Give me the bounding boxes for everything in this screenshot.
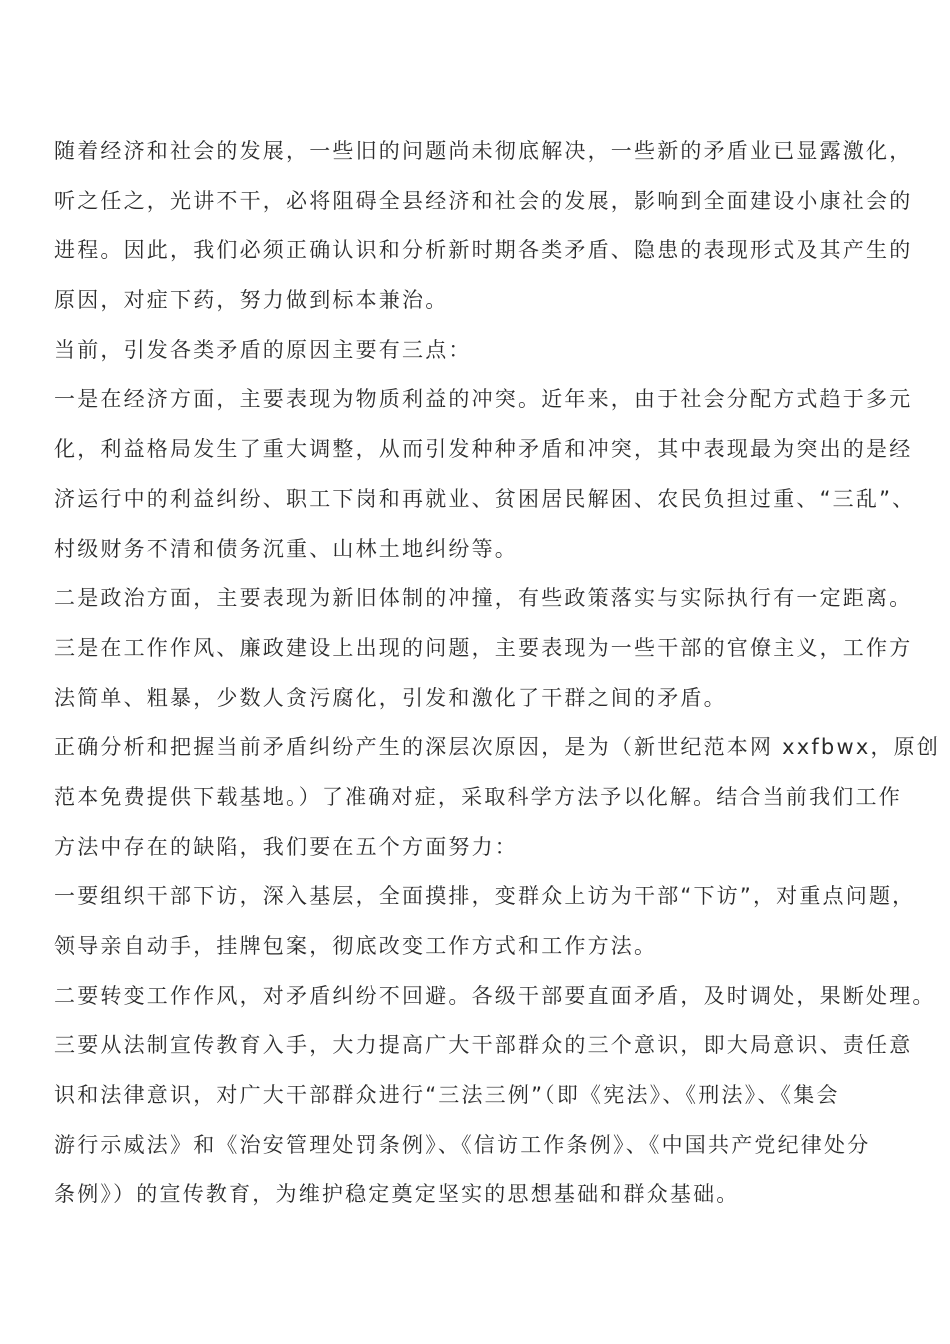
text-line: 法简单、粗暴，少数人贪污腐化，引发和激化了干群之间的矛盾。 (54, 685, 727, 710)
text-line: 条例》）的宣传教育，为维护稳定奠定坚实的思想基础和群众基础。 (54, 1182, 740, 1207)
text-line: 三要从法制宣传教育入手，大力提高广大干部群众的三个意识，即大局意识、责任意 (54, 1033, 913, 1058)
text-line: 领导亲自动手，挂牌包案，彻底改变工作方式和工作方法。 (54, 934, 658, 958)
text-line: 听之任之，光讲不干，必将阻碍全县经济和社会的发展，影响到全面建设小康社会的 (54, 188, 913, 213)
text-line: 一是在经济方面，主要表现为物质利益的冲突。近年来，由于社会分配方式趋于多元 (54, 387, 913, 412)
text-line: 范本免费提供下载基地。）了准确对症，采取科学方法予以化解。结合当前我们工作 (54, 784, 902, 809)
text-line: 化，利益格局发生了重大调整，从而引发种种矛盾和冲突，其中表现最为突出的是经 (54, 437, 913, 462)
text-line: 三是在工作作风、廉政建设上出现的问题，主要表现为一些干部的官僚主义，工作方 (54, 635, 913, 660)
text-line: 一要组织干部下访，深入基层，全面摸排，变群众上访为干部“下访”，对重点问题， (54, 884, 916, 909)
text-line: 正确分析和把握当前矛盾纠纷产生的深层次原因，是为（新世纪范本网 xxfbwx，原创 (54, 735, 941, 760)
text-line: 二要转变工作作风，对矛盾纠纷不回避。各级干部要直面矛盾，及时调处，果断处理。 (54, 983, 936, 1008)
text-line: 方法中存在的缺陷，我们要在五个方面努力： (54, 834, 518, 859)
text-line: 游行示威法》和《治安管理处罚条例》、《信访工作条例》、《中国共产党纪律处分 (54, 1132, 871, 1157)
text-line: 随着经济和社会的发展，一些旧的问题尚未彻底解决，一些新的矛盾业已显露激化， (54, 139, 913, 163)
text-line: 进程。因此，我们必须正确认识和分析新时期各类矛盾、隐患的表现形式及其产生的 (54, 238, 913, 263)
text-line: 原因，对症下药，努力做到标本兼治。 (54, 288, 449, 313)
document-body (54, 127, 941, 1220)
text-line: 当前，引发各类矛盾的原因主要有三点： (54, 337, 472, 362)
text-line: 识和法律意识，对广大干部群众进行“三法三例”（即《宪法》、《刑法》、《集会 (54, 1083, 840, 1108)
text-line: 村级财务不清和债务沉重、山林土地纠纷等。 (54, 536, 518, 561)
text-line: 济运行中的利益纠纷、职工下岗和再就业、贫困居民解困、农民负担过重、“三乱”、 (54, 486, 916, 511)
text-line: 二是政治方面，主要表现为新旧体制的冲撞，有些政策落实与实际执行有一定距离。 (54, 586, 913, 611)
